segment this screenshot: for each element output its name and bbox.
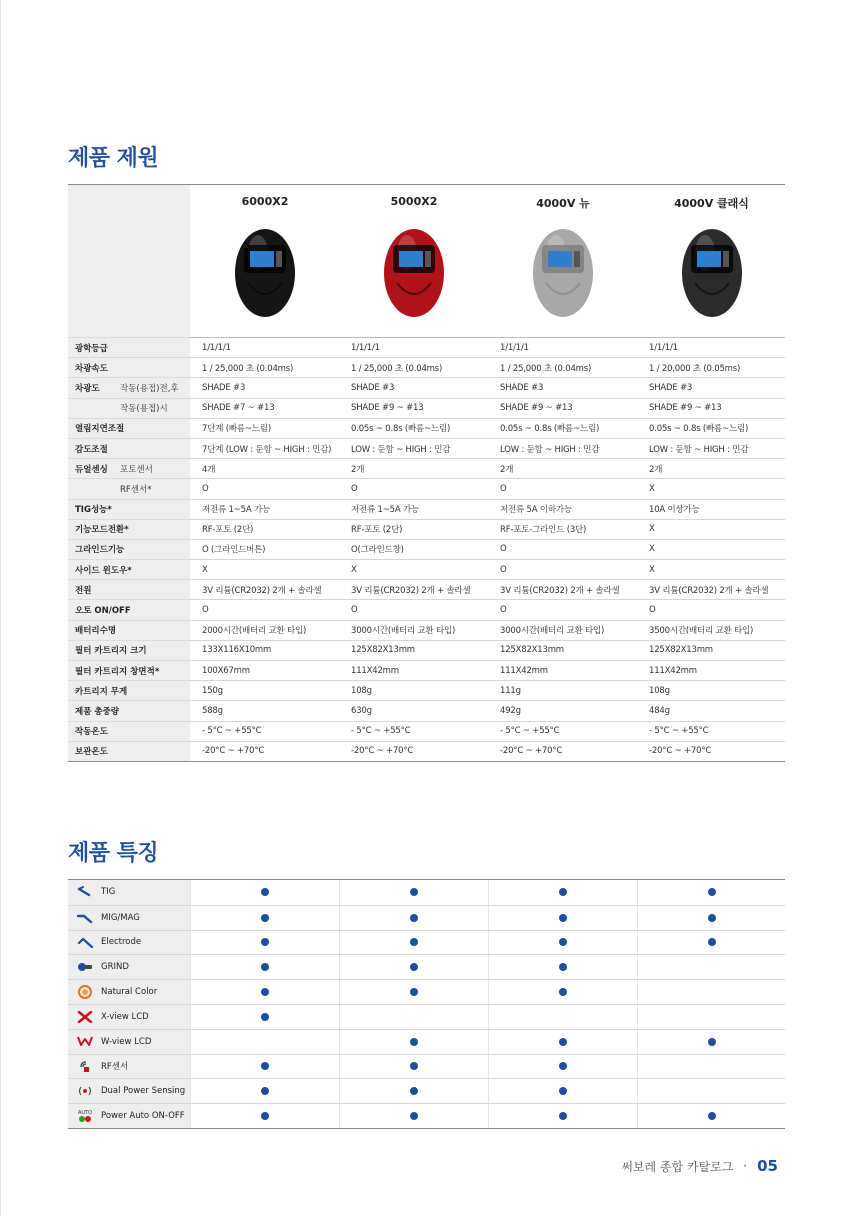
spec-label: 듀얼센싱 (75, 464, 108, 475)
feature-cell (190, 1054, 339, 1079)
spec-value: 3V 리튬(CR2032) 2개 + 솔라셀 (637, 579, 785, 599)
feature-cell (488, 905, 637, 930)
spec-label: 필터 카트리지 크기 (75, 646, 147, 657)
feature-cell (637, 905, 785, 930)
spec-label: 차광속도 (75, 363, 108, 374)
supported-dot (261, 1062, 269, 1070)
spec-value: 4개 (190, 458, 339, 478)
feature-label: X-view LCD (101, 1011, 149, 1022)
spec-label: 열림지연조절 (75, 424, 125, 435)
spec-label-cell (68, 357, 190, 377)
supported-dot (559, 963, 567, 971)
supported-dot (708, 888, 716, 896)
supported-dot (708, 1112, 716, 1120)
feature-label-cell (68, 979, 190, 1004)
spec-value: 492g (488, 700, 637, 720)
spec-value: - 5°C ~ +55°C (488, 721, 637, 741)
product-column-1 (190, 185, 339, 337)
spec-value: 125X82X13mm (339, 640, 488, 660)
feature-cell (488, 954, 637, 979)
supported-dot (410, 988, 418, 996)
feature-label-cell (68, 954, 190, 979)
supported-dot (559, 914, 567, 922)
spec-value: - 5°C ~ +55°C (190, 721, 339, 741)
spec-value: X (637, 478, 785, 498)
spec-value: 133X116X10mm (190, 640, 339, 660)
feature-cell (339, 880, 488, 905)
spec-value: 0.05s ~ 0.8s (빠름~느림) (488, 418, 637, 438)
spec-value: 2000시간(배터리 교환 타입) (190, 620, 339, 640)
supported-dot (410, 1087, 418, 1095)
spec-row (68, 539, 785, 559)
spec-row (68, 458, 785, 478)
feature-cell (488, 1029, 637, 1054)
spec-row (68, 700, 785, 720)
spec-label-cell (68, 398, 190, 418)
spec-value: 10A 이상가능 (637, 499, 785, 519)
spec-value: O (637, 599, 785, 619)
spec-value: 108g (637, 680, 785, 700)
feature-label-cell (68, 905, 190, 930)
supported-dot (261, 888, 269, 896)
spec-row (68, 377, 785, 397)
feature-cell (190, 880, 339, 905)
spec-value: 2개 (488, 458, 637, 478)
feature-cell (488, 1054, 637, 1079)
supported-dot (559, 1062, 567, 1070)
helmet-image (379, 223, 449, 319)
feature-label: TIG (101, 887, 116, 898)
spec-value: 1 / 25,000 초 (0.04ms) (339, 357, 488, 377)
supported-dot (261, 988, 269, 996)
spec-label-cell (68, 458, 190, 478)
spec-row (68, 398, 785, 418)
spec-value: 3500시간(배터리 교환 타입) (637, 620, 785, 640)
spec-row (68, 620, 785, 640)
feature-cell (488, 979, 637, 1004)
spec-value: 3V 리튬(CR2032) 2개 + 솔라셀 (339, 579, 488, 599)
spec-value: - 5°C ~ +55°C (339, 721, 488, 741)
supported-dot (410, 963, 418, 971)
feature-cell (637, 1078, 785, 1103)
helmet-image (677, 223, 747, 319)
feature-label-cell (68, 1078, 190, 1103)
spec-value: X (637, 519, 785, 539)
spec-value: O (339, 478, 488, 498)
page-number: 05 (757, 1157, 778, 1175)
feature-cell (190, 905, 339, 930)
spec-sublabel: 포토센서 (120, 464, 153, 475)
feature-label: W-view LCD (101, 1036, 152, 1047)
feature-cell (190, 1004, 339, 1029)
spec-value: SHADE #7 ~ #13 (190, 398, 339, 418)
feature-cell (339, 1029, 488, 1054)
spec-value: 7단계 (빠름~느림) (190, 418, 339, 438)
spec-row (68, 640, 785, 660)
spec-value: SHADE #3 (339, 377, 488, 397)
feature-cell (488, 1103, 637, 1128)
feature-row (68, 1004, 785, 1029)
spec-value: 3V 리튬(CR2032) 2개 + 솔라셀 (488, 579, 637, 599)
spec-label-cell (68, 700, 190, 720)
supported-dot (410, 938, 418, 946)
spec-value: 0.05s ~ 0.8s (빠름~느림) (637, 418, 785, 438)
spec-value: LOW : 둔함 ~ HIGH : 민감 (637, 438, 785, 458)
spec-row (68, 680, 785, 700)
spec-label-cell (68, 418, 190, 438)
feature-cell (488, 880, 637, 905)
spec-value: X (637, 539, 785, 559)
spec-value: X (339, 559, 488, 579)
spec-value: 150g (190, 680, 339, 700)
feature-label-cell (68, 880, 190, 905)
feature-cell (488, 1078, 637, 1103)
feature-label: GRIND (101, 962, 129, 973)
spec-value: 111g (488, 680, 637, 700)
spec-value: -20°C ~ +70°C (637, 741, 785, 761)
feature-cell (339, 930, 488, 955)
spec-label-cell (68, 620, 190, 640)
spec-value: 108g (339, 680, 488, 700)
spec-header-row (68, 185, 785, 337)
spec-label-cell (68, 721, 190, 741)
spec-value: X (190, 559, 339, 579)
w-view-icon (76, 1035, 94, 1049)
spec-value: 3000시간(배터리 교환 타입) (339, 620, 488, 640)
spec-value: 630g (339, 700, 488, 720)
spec-label: 오토 ON/OFF (75, 606, 131, 617)
feature-cell (488, 1004, 637, 1029)
feature-label-cell (68, 1054, 190, 1079)
spec-section-title: 제품 제원 (68, 146, 159, 171)
spec-row (68, 741, 785, 761)
product-name: 5000X2 (390, 195, 438, 208)
spec-label-cell (68, 519, 190, 539)
spec-value: -20°C ~ +70°C (339, 741, 488, 761)
supported-dot (559, 888, 567, 896)
feature-cell (190, 954, 339, 979)
spec-body (68, 337, 785, 761)
page-edge (0, 0, 1, 1216)
supported-dot (261, 963, 269, 971)
spec-label: 보관온도 (75, 747, 108, 758)
spec-sublabel: 작동(용접)시 (120, 404, 168, 415)
spec-label-cell (68, 337, 190, 357)
supported-dot (559, 938, 567, 946)
spec-row (68, 478, 785, 498)
spec-value: O (190, 599, 339, 619)
spec-label-cell (68, 478, 190, 498)
feature-label: RF센서 (101, 1062, 129, 1073)
spec-value: RF-포토 (2단) (190, 519, 339, 539)
feature-label: MIG/MAG (101, 912, 140, 923)
helmet-image (230, 223, 300, 319)
feature-label: Power Auto ON-OFF (101, 1111, 185, 1122)
spec-label: 작동온도 (75, 727, 108, 738)
feature-cell (339, 905, 488, 930)
x-view-icon (76, 1010, 94, 1024)
spec-value: 111X42mm (488, 660, 637, 680)
spec-value: LOW : 둔함 ~ HIGH : 민감 (339, 438, 488, 458)
feature-cell (339, 979, 488, 1004)
feature-cell (339, 954, 488, 979)
feature-table (68, 879, 785, 1129)
supported-dot (708, 1038, 716, 1046)
spec-row (68, 337, 785, 357)
dual-power-icon (76, 1084, 94, 1098)
spec-value: 저전류 1~5A 가능 (190, 499, 339, 519)
spec-label: 전원 (75, 585, 92, 596)
product-column-4 (637, 185, 785, 337)
spec-value: -20°C ~ +70°C (190, 741, 339, 761)
page-footer (621, 1157, 778, 1175)
svg-text:AUTO: AUTO (77, 1110, 93, 1117)
spec-value: O (488, 599, 637, 619)
electrode-icon (76, 935, 94, 949)
feature-cell (339, 1004, 488, 1029)
spec-value: 1 / 20,000 초 (0.05ms) (637, 357, 785, 377)
feature-cell (637, 1029, 785, 1054)
spec-row (68, 499, 785, 519)
spec-label-cell (68, 438, 190, 458)
spec-label-cell (68, 559, 190, 579)
spec-row (68, 418, 785, 438)
feature-cell (637, 880, 785, 905)
spec-value: LOW : 둔함 ~ HIGH : 민감 (488, 438, 637, 458)
supported-dot (708, 938, 716, 946)
spec-value: SHADE #9 ~ #13 (339, 398, 488, 418)
spec-row (68, 438, 785, 458)
feature-row (68, 880, 785, 905)
feature-label-cell (68, 1029, 190, 1054)
spec-value: O (339, 599, 488, 619)
feature-row (68, 979, 785, 1004)
spec-label: 감도조절 (75, 444, 108, 455)
feature-cell (190, 1078, 339, 1103)
supported-dot (261, 1013, 269, 1021)
feature-cell (190, 930, 339, 955)
spec-value: SHADE #3 (190, 377, 339, 397)
spec-label: 사이드 윈도우* (75, 565, 132, 576)
supported-dot (708, 914, 716, 922)
spec-label-cell (68, 640, 190, 660)
spec-value: O (488, 539, 637, 559)
spec-value: O(그라인드창) (339, 539, 488, 559)
supported-dot (410, 914, 418, 922)
feature-row (68, 930, 785, 955)
spec-label: 차광도 (75, 383, 100, 394)
supported-dot (559, 988, 567, 996)
spec-value: 111X42mm (637, 660, 785, 680)
feature-cell (190, 1029, 339, 1054)
rf-sensor-icon (76, 1059, 94, 1073)
supported-dot (410, 888, 418, 896)
spec-value: 100X67mm (190, 660, 339, 680)
supported-dot (261, 1087, 269, 1095)
spec-label: TIG성능* (75, 505, 112, 516)
spec-row (68, 519, 785, 539)
spec-value: SHADE #3 (488, 377, 637, 397)
spec-value: O (그라인드버튼) (190, 539, 339, 559)
supported-dot (410, 1112, 418, 1120)
feature-cell (339, 1078, 488, 1103)
feature-cell (190, 979, 339, 1004)
spec-label-cell (68, 377, 190, 397)
feature-label: Dual Power Sensing (101, 1086, 186, 1097)
supported-dot (559, 1112, 567, 1120)
feature-label-cell (68, 1103, 190, 1128)
spec-value: 484g (637, 700, 785, 720)
spec-label: 카트리지 무게 (75, 686, 128, 697)
feature-cell (637, 1054, 785, 1079)
spec-label: 제품 총중량 (75, 706, 120, 717)
spec-value: O (190, 478, 339, 498)
spec-value: 1/1/1/1 (637, 337, 785, 357)
mig-torch-icon (76, 911, 94, 925)
spec-value: 125X82X13mm (488, 640, 637, 660)
spec-value: 588g (190, 700, 339, 720)
spec-value: 3000시간(배터리 교환 타입) (488, 620, 637, 640)
spec-label: 기능모드전환* (75, 525, 129, 536)
footer-separator: · (743, 1159, 748, 1173)
feature-label: Natural Color (101, 987, 158, 998)
spec-value: 2개 (339, 458, 488, 478)
spec-sublabel: 작동(용접)전,후 (120, 383, 179, 394)
spec-label-cell (68, 741, 190, 761)
spec-value: 1/1/1/1 (488, 337, 637, 357)
supported-dot (410, 1038, 418, 1046)
feature-row (68, 905, 785, 930)
spec-value: 저전류 1~5A 가능 (339, 499, 488, 519)
spec-table (68, 184, 785, 762)
spec-row (68, 721, 785, 741)
spec-value: 2개 (637, 458, 785, 478)
spec-value: SHADE #3 (637, 377, 785, 397)
helmet-image (528, 223, 598, 319)
feature-row (68, 954, 785, 979)
spec-label-cell (68, 499, 190, 519)
grinder-icon (76, 960, 94, 974)
spec-label-cell (68, 660, 190, 680)
product-column-2 (339, 185, 488, 337)
spec-value: - 5°C ~ +55°C (637, 721, 785, 741)
feature-row (68, 1029, 785, 1054)
natural-color-icon (76, 985, 94, 999)
spec-sublabel: RF센서* (120, 484, 152, 495)
spec-label-cell (68, 680, 190, 700)
feature-cell (637, 1004, 785, 1029)
auto-power-icon (76, 1109, 94, 1123)
feature-label: Electrode (101, 937, 142, 948)
spec-label: 광학등급 (75, 343, 108, 354)
feature-cell (190, 1103, 339, 1128)
spec-row (68, 599, 785, 619)
feature-row (68, 1103, 785, 1128)
spec-value: 0.05s ~ 0.8s (빠름~느림) (339, 418, 488, 438)
spec-value: O (488, 559, 637, 579)
feature-cell (637, 954, 785, 979)
feature-cell (637, 979, 785, 1004)
feature-cell (339, 1054, 488, 1079)
spec-label: 그라인드기능 (75, 545, 125, 556)
spec-value: RF-포토-그라인드 (3단) (488, 519, 637, 539)
catalog-title: 써보레 종합 카탈로그 (621, 1159, 734, 1174)
spec-row (68, 559, 785, 579)
spec-row (68, 579, 785, 599)
spec-header-label-cell (68, 185, 190, 337)
spec-row (68, 660, 785, 680)
spec-value: 1 / 25,000 초 (0.04ms) (190, 357, 339, 377)
spec-value: SHADE #9 ~ #13 (637, 398, 785, 418)
spec-value: 111X42mm (339, 660, 488, 680)
spec-value: 1/1/1/1 (339, 337, 488, 357)
supported-dot (559, 1087, 567, 1095)
spec-value: 1 / 25,000 초 (0.04ms) (488, 357, 637, 377)
spec-value: O (488, 478, 637, 498)
feature-label-cell (68, 1004, 190, 1029)
feature-row (68, 1054, 785, 1079)
spec-row (68, 357, 785, 377)
spec-label: 배터리수명 (75, 626, 117, 637)
supported-dot (261, 914, 269, 922)
product-name: 4000V 뉴 (536, 197, 590, 210)
spec-value: 7단계 (LOW : 둔함 ~ HIGH : 민감) (190, 438, 339, 458)
feature-cell (488, 930, 637, 955)
spec-value: SHADE #9 ~ #13 (488, 398, 637, 418)
spec-label-cell (68, 539, 190, 559)
supported-dot (261, 938, 269, 946)
product-column-3 (488, 185, 637, 337)
spec-value: 1/1/1/1 (190, 337, 339, 357)
feature-cell (637, 930, 785, 955)
spec-value: 125X82X13mm (637, 640, 785, 660)
supported-dot (410, 1062, 418, 1070)
spec-label-cell (68, 579, 190, 599)
spec-value: 저전류 5A 이하가능 (488, 499, 637, 519)
feature-cell (339, 1103, 488, 1128)
product-name: 4000V 클래식 (674, 197, 749, 210)
spec-value: 3V 리튬(CR2032) 2개 + 솔라셀 (190, 579, 339, 599)
supported-dot (559, 1038, 567, 1046)
spec-label: 필터 카트리지 창면적* (75, 666, 160, 677)
supported-dot (261, 1112, 269, 1120)
feature-label-cell (68, 930, 190, 955)
product-name: 6000X2 (241, 195, 289, 208)
tig-torch-icon (76, 885, 94, 899)
spec-value: -20°C ~ +70°C (488, 741, 637, 761)
spec-label-cell (68, 599, 190, 619)
spec-value: RF-포토 (2단) (339, 519, 488, 539)
spec-value: X (637, 559, 785, 579)
feature-section-title: 제품 특징 (68, 841, 159, 866)
feature-row (68, 1078, 785, 1103)
feature-cell (637, 1103, 785, 1128)
